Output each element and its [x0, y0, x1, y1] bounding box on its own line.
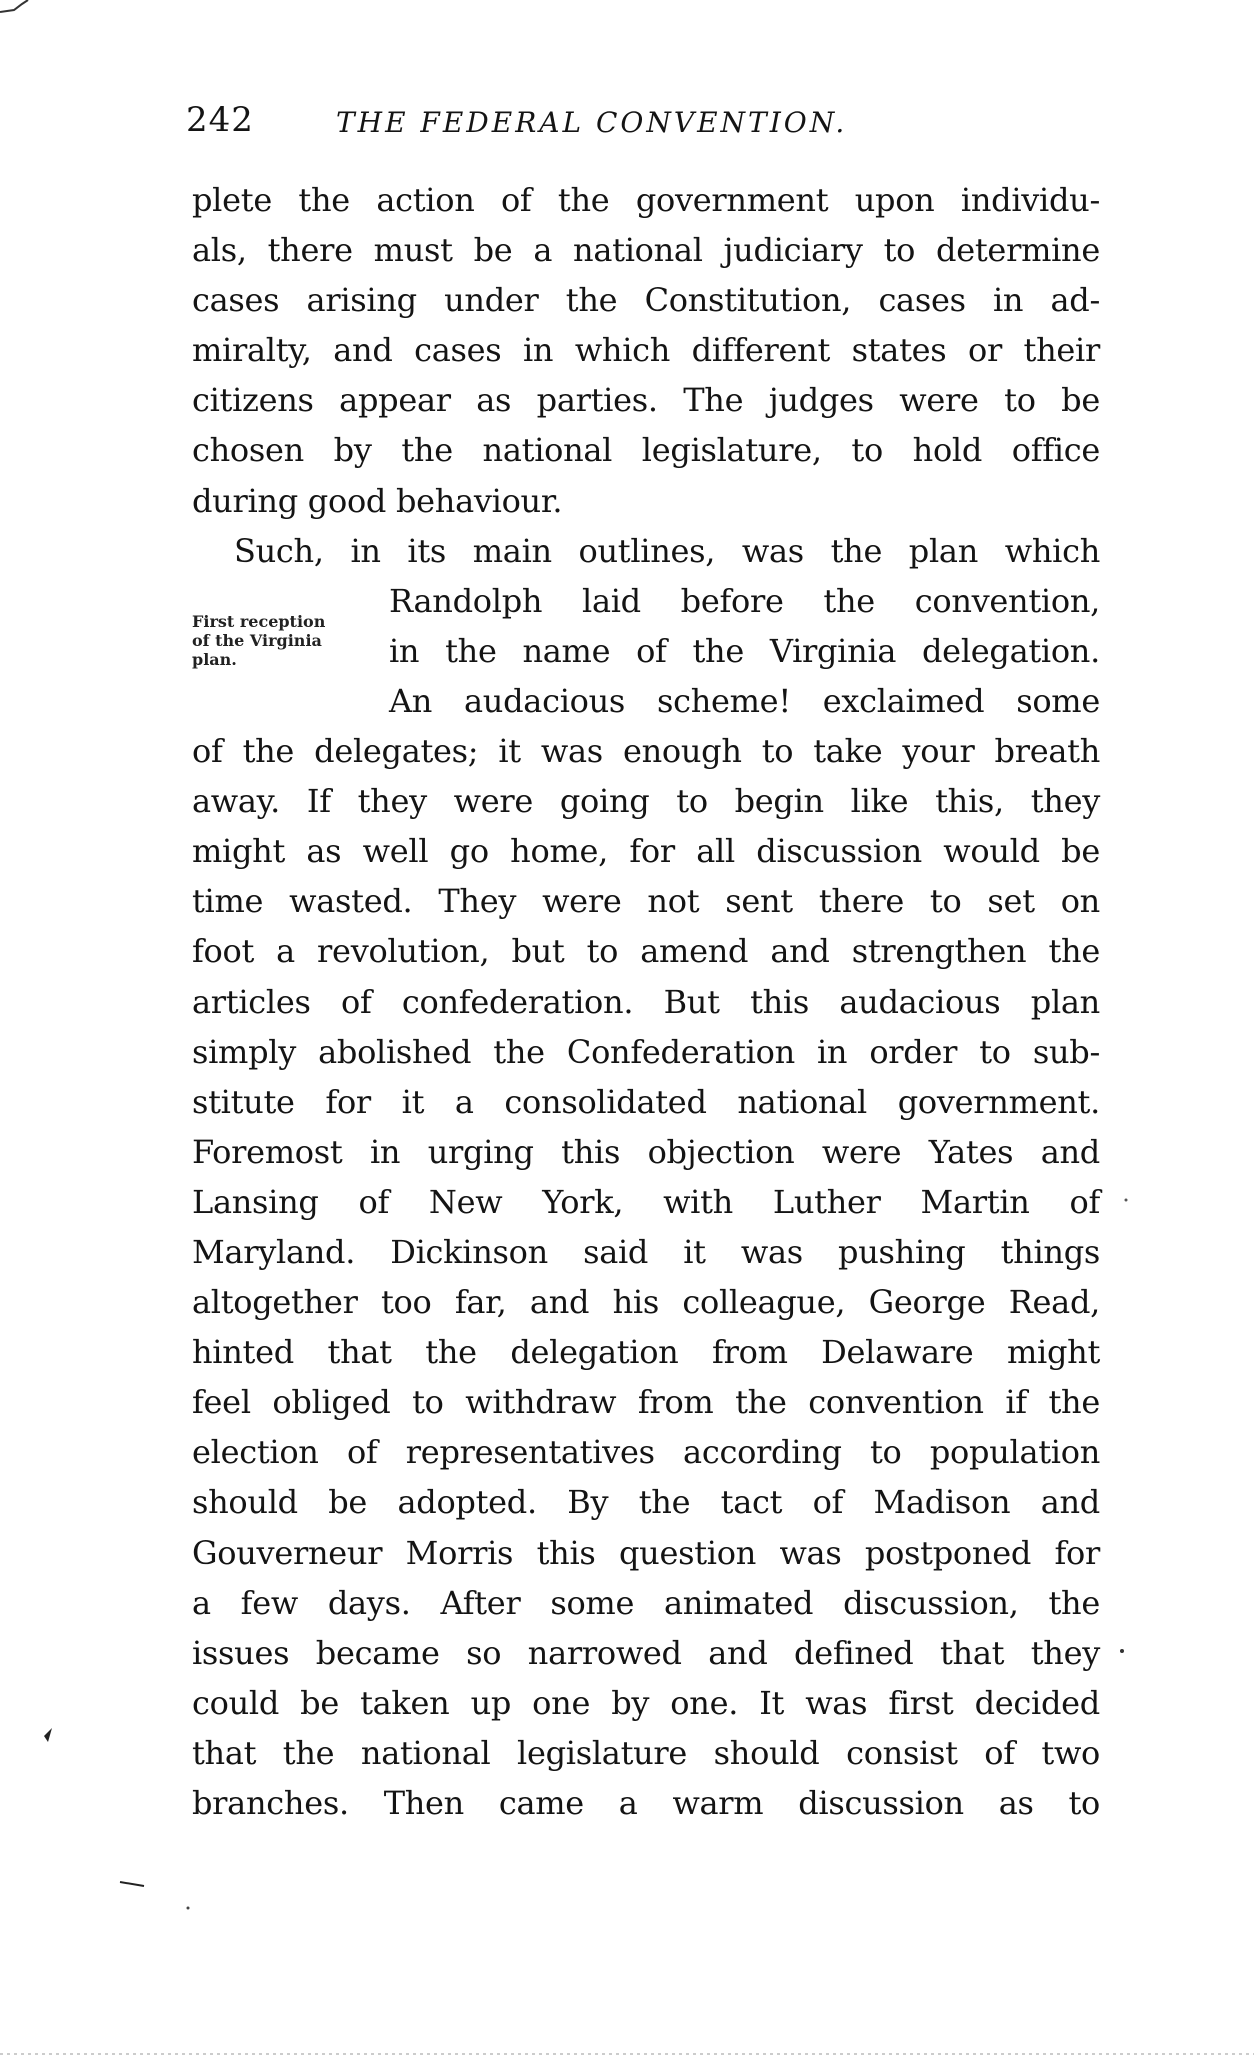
running-title: THE FEDERAL CONVENTION. [336, 106, 848, 139]
text-line: election of representatives according to population [192, 1433, 1100, 1472]
text-line: Lansing of New York, with Luther Martin of [192, 1182, 1100, 1221]
text-line: An audacious scheme! exclaimed some [389, 681, 1100, 720]
text-line: hinted that the delegation from Delaware might [192, 1333, 1100, 1372]
text-line: of the delegates; it was enough to take your breath [192, 732, 1100, 771]
text-line: miralty, and cases in which different states or their [192, 331, 1100, 370]
corner-scan-mark [0, 0, 28, 12]
text-line: in the name of the Virginia delegation. [389, 631, 1100, 670]
text-line: away. If they were going to begin like this, they [192, 782, 1100, 821]
text-line: chosen by the national legislature, to hold office [192, 431, 1100, 470]
text-line: articles of confederation. But this audacious plan [192, 982, 1100, 1021]
text-line: Foremost in urging this objection were Yates and [192, 1132, 1100, 1171]
text-line: Such, in its main outlines, was the plan which [234, 531, 1100, 570]
text-line: could be taken up one by one. It was first decided [192, 1683, 1100, 1722]
text-line: during good behaviour. [192, 481, 563, 520]
text-line: simply abolished the Confederation in order to sub- [192, 1032, 1100, 1071]
text-line: Gouverneur Morris this question was postponed for [192, 1533, 1100, 1572]
text-line: citizens appear as parties. The judges were to be [192, 381, 1100, 420]
text-line: issues became so narrowed and defined that they [192, 1633, 1100, 1672]
text-line: Maryland. Dickinson said it was pushing things [192, 1232, 1100, 1271]
text-line: might as well go home, for all discussion would be [192, 832, 1100, 871]
margin-note-line: of the Virginia [192, 631, 322, 650]
text-line: a few days. After some animated discussion, the [192, 1583, 1100, 1622]
page-number: 242 [186, 100, 254, 140]
text-line: als, there must be a national judiciary to determine [192, 231, 1100, 270]
text-line: Randolph laid before the convention, [389, 581, 1100, 620]
text-line: foot a revolution, but to amend and strengthen the [192, 932, 1100, 971]
text-line: altogether too far, and his colleague, George Read, [192, 1283, 1100, 1322]
page-header [186, 98, 1106, 158]
text-line: stitute for it a consolidated national government. [192, 1082, 1100, 1121]
margin-note-line: First reception [192, 612, 326, 631]
body-text [192, 175, 1100, 1828]
margin-scan-mark [1125, 1199, 1128, 1202]
margin-note-line: plan. [192, 650, 237, 669]
margin-scan-mark [1120, 1649, 1124, 1653]
text-line: cases arising under the Constitution, cases in ad- [192, 281, 1100, 320]
text-line: plete the action of the government upon individu- [192, 181, 1100, 219]
text-line: branches. Then came a warm discussion as to [192, 1784, 1100, 1822]
margin-scan-mark [187, 1907, 190, 1910]
margin-scan-mark [44, 1728, 52, 1742]
text-line: time wasted. They were not sent there to set on [192, 882, 1100, 921]
margin-scan-mark [120, 1882, 144, 1886]
text-line: feel obliged to withdraw from the convention if the [192, 1383, 1100, 1422]
text-line: should be adopted. By the tact of Madison and [192, 1483, 1100, 1522]
text-line: that the national legislature should consist of two [192, 1733, 1100, 1772]
